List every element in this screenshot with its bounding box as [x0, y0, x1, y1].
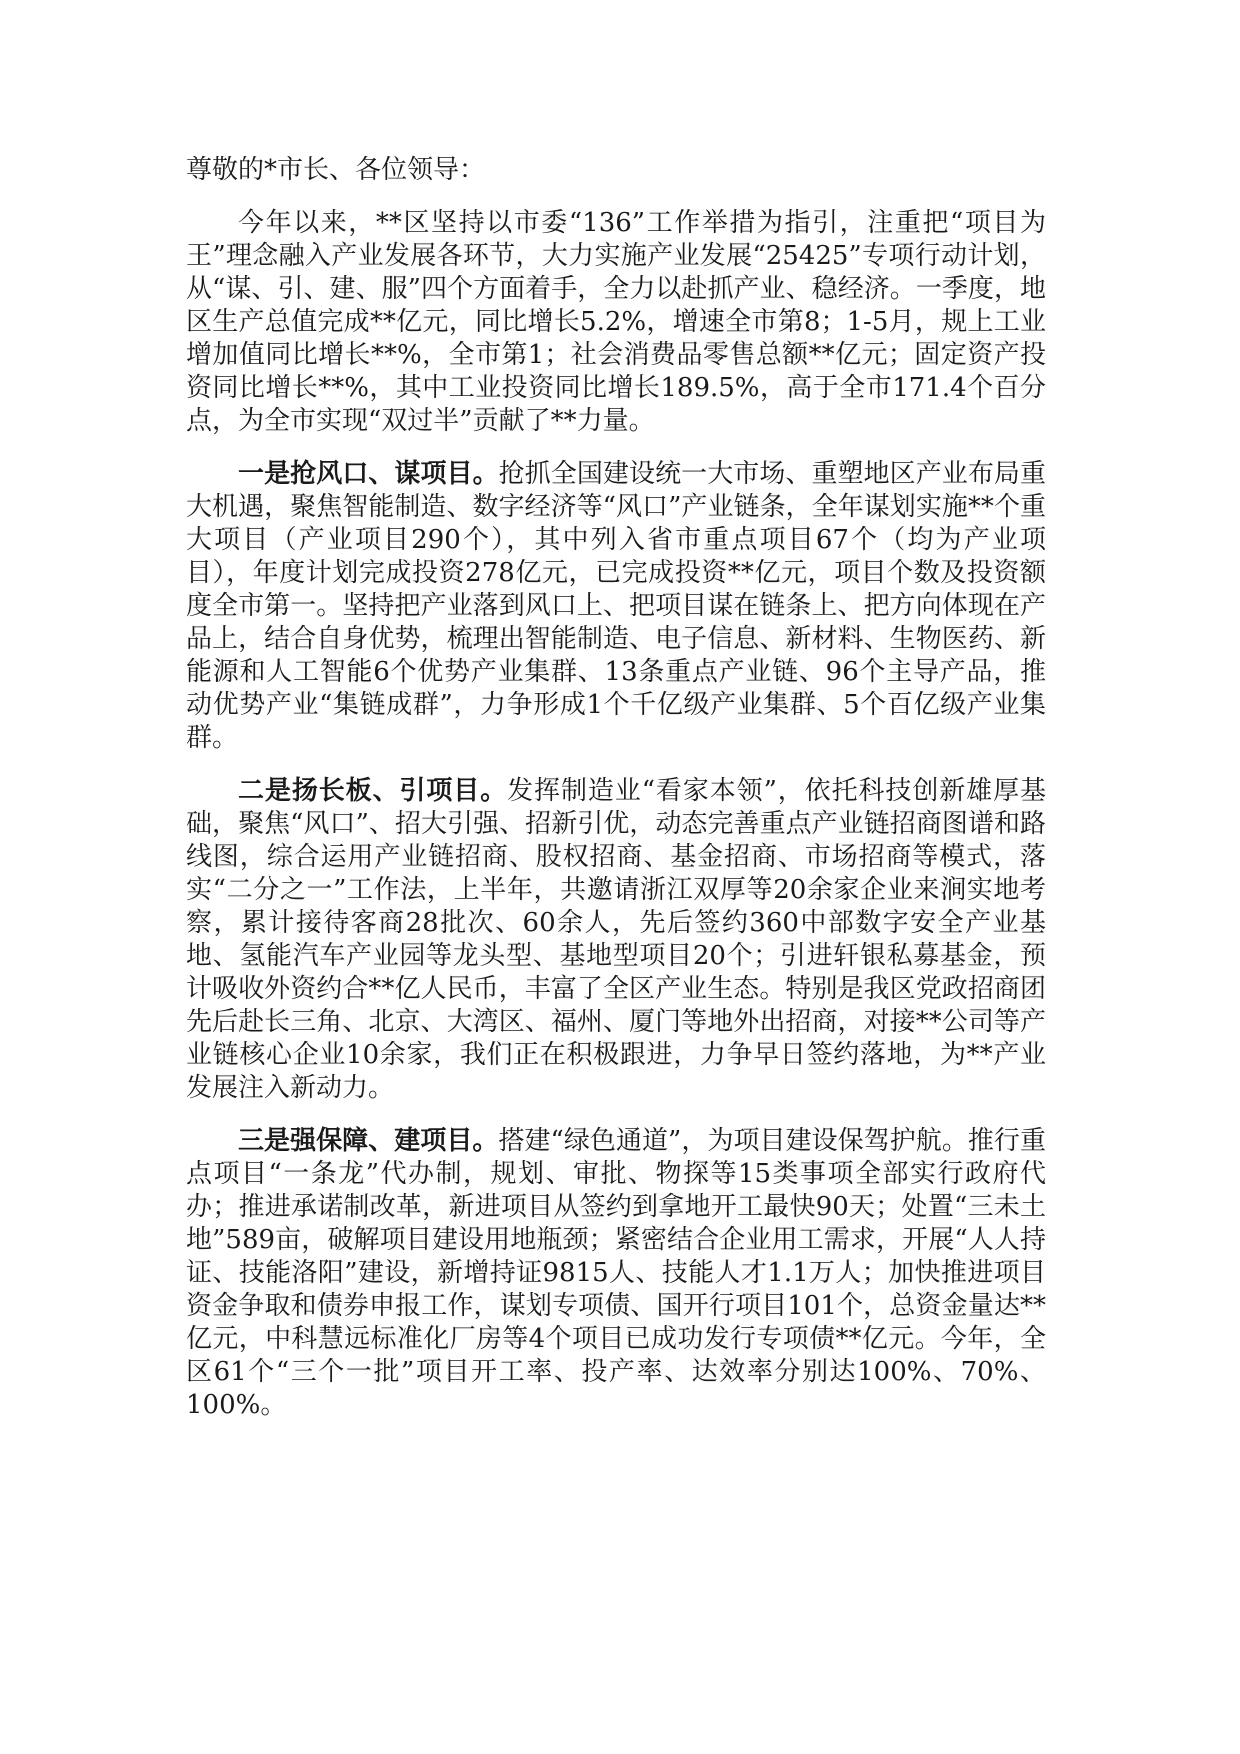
section-body-1: 抢抓全国建设统一大市场、重塑地区产业布局重大机遇，聚焦智能制造、数字经济等“风口”产业链条，全年谋划实施**个重大项目（产业项目290个），其中列入省市重点项目67个（均为产业项目），年度计划完成投资278亿元，已完成投资**亿元，项目个数及投资额度全市第一。坚持把产业落到风口上、把项目谋在链条上、把方向体现在产品上，结合自身优势，梳理出智能制造、电子信息、新材料、生物医药、新能源和人工智能6个优势产业集群、13条重点产业链、96个主导产品，推动优势产业“集链成群”，力争形成1个千亿级产业集群、5个百亿级产业集群。 [186, 459, 1046, 753]
document-body [186, 154, 1046, 1442]
section-paragraph-3 [186, 1125, 1046, 1422]
section-paragraph-1 [186, 458, 1046, 755]
salutation: 尊敬的*市长、各位领导： [186, 155, 486, 185]
intro-paragraph: 今年以来，**区坚持以市委“136”工作举措为指引，注重把“项目为王”理念融入产业发展各环节，大力实施产业发展“25425”专项行动计划，从“谋、引、建、服”四个方面着手，全力以赴抓产业、稳经济。一季度，地区生产总值完成**亿元，同比增长5.2%，增速全市第8；1-5月，规上工业增加值同比增长**%，全市第1；社会消费品零售总额**亿元；固定资产投资同比增长**%，其中工业投资同比增长189.5%，高于全市171.4个百分点，为全市实现“双过半”贡献了**力量。 [186, 208, 1046, 436]
section-heading-2: 二是扬长板、引项目。 [238, 776, 508, 806]
section-heading-3: 三是强保障、建项目。 [238, 1126, 499, 1156]
section-body-3: 搭建“绿色通道”，为项目建设保驾护航。推行重点项目“一条龙”代办制，规划、审批、物探等15类事项全部实行政府代办；推进承诺制改革，新进项目从签约到拿地开工最快90天；处置“三未土地”589亩，破解项目建设用地瓶颈；紧密结合企业用工需求，开展“人人持证、技能洛阳”建设，新增持证9815人、技能人才1.1万人；加快推进项目资金争取和债券申报工作，谋划专项债、国开行项目101个，总资金量达**亿元，中科慧远标准化厂房等4个项目已成功发行专项债**亿元。今年，全区61个“三个一批”项目开工率、投产率、达效率分别达100%、70%、100%。 [186, 1126, 1046, 1420]
section-body-2: 发挥制造业“看家本领”，依托科技创新雄厚基础，聚焦“风口”、招大引强、招新引优，动态完善重点产业链招商图谱和路线图，综合运用产业链招商、股权招商、基金招商、市场招商等模式，落实“二分之一”工作法，上半年，共邀请浙江双厚等20余家企业来涧实地考察，累计接待客商28批次、60余人，先后签约360中部数字安全产业基地、氢能汽车产业园等龙头型、基地型项目20个；引进轩银私募基金，预计吸收外资约合**亿人民币，丰富了全区产业生态。特别是我区党政招商团先后赴长三角、北京、大湾区、福州、厦门等地外出招商，对接**公司等产业链核心企业10余家，我们正在积极跟进，力争早日签约落地，为**产业发展注入新动力。 [186, 776, 1046, 1103]
section-heading-1: 一是抢风口、谋项目。 [238, 459, 499, 489]
section-paragraph-2 [186, 775, 1046, 1105]
